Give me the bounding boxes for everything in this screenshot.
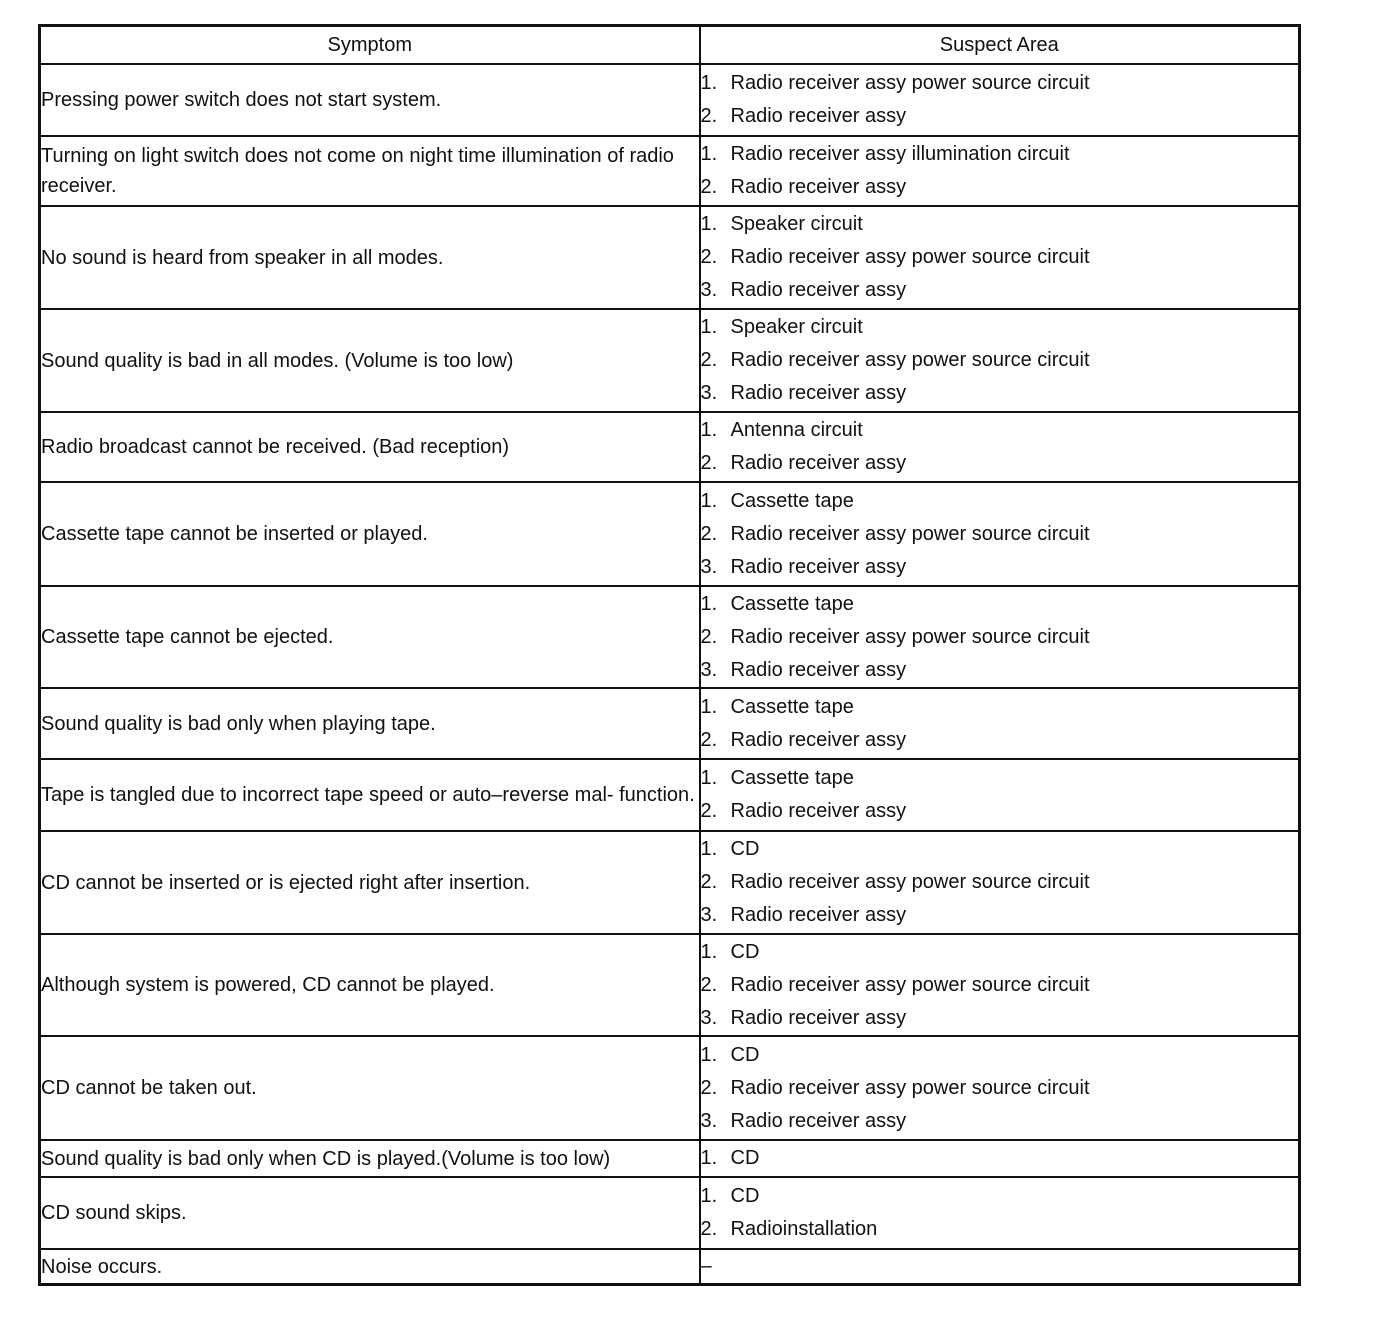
table-row — [40, 412, 1300, 482]
symptom-cell: Tape is tangled due to incorrect tape speed or auto–reverse mal- function. — [40, 759, 700, 831]
suspect-list — [701, 138, 1299, 204]
suspect-number: 2. — [700, 522, 718, 545]
suspect-item — [701, 936, 1299, 969]
suspect-text: Radio receiver assy — [730, 555, 907, 578]
symptom-cell: Sound quality is bad in all modes. (Volume is too low) — [40, 309, 700, 412]
table-row — [40, 1140, 1300, 1177]
suspect-list — [701, 936, 1299, 1035]
suspect-text: Radio receiver assy — [730, 279, 907, 301]
suspect-text: Radio receiver assy illumination circuit — [730, 143, 1070, 165]
suspect-number: 2. — [700, 105, 718, 127]
symptom-cell: Cassette tape cannot be ejected. — [40, 586, 700, 688]
suspect-list — [701, 414, 1299, 480]
suspect-number: 3. — [700, 279, 718, 301]
suspect-item — [701, 551, 1299, 584]
suspect-number: 1. — [700, 143, 718, 165]
symptom-cell: Noise occurs. — [40, 1249, 700, 1285]
suspect-number: 2. — [700, 728, 718, 751]
suspect-number: 1. — [700, 213, 718, 235]
symptom-cell: Cassette tape cannot be inserted or played. — [40, 482, 700, 586]
table-row — [40, 586, 1300, 688]
suspect-text: Speaker circuit — [730, 213, 863, 235]
suspect-item — [701, 621, 1299, 654]
suspect-item — [701, 518, 1299, 551]
table-row — [40, 482, 1300, 586]
suspect-area-cell — [700, 309, 1300, 412]
suspect-none: – — [700, 1255, 712, 1277]
suspect-text: Radio receiver assy power source circuit — [730, 625, 1090, 648]
suspect-area-cell — [700, 412, 1300, 482]
suspect-item — [701, 414, 1299, 447]
symptom-table — [38, 24, 1301, 1286]
suspect-list — [701, 485, 1299, 584]
suspect-number: 1. — [700, 1185, 718, 1207]
suspect-area-cell — [700, 586, 1300, 688]
suspect-area-cell — [700, 759, 1300, 831]
suspect-number: 2. — [700, 349, 718, 371]
suspect-text: Radio receiver assy — [730, 1006, 907, 1029]
suspect-area-cell — [700, 831, 1300, 934]
suspect-number: 1. — [700, 489, 718, 512]
table-row — [40, 1177, 1300, 1249]
suspect-item — [701, 1039, 1299, 1072]
suspect-number: 1. — [700, 592, 718, 615]
suspect-area-cell — [700, 482, 1300, 586]
suspect-text: Radio receiver assy — [730, 728, 907, 751]
suspect-number: 1. — [700, 767, 718, 789]
suspect-text: Speaker circuit — [730, 316, 863, 338]
suspect-list — [701, 691, 1299, 757]
suspect-area-cell — [700, 688, 1300, 759]
suspect-number: 2. — [700, 871, 718, 893]
suspect-text: Radio receiver assy — [730, 658, 907, 681]
suspect-area-cell — [700, 1036, 1300, 1140]
suspect-text: Cassette tape — [730, 767, 854, 789]
suspect-list — [701, 311, 1299, 410]
suspect-number: 1. — [700, 838, 718, 860]
suspect-item — [701, 274, 1299, 307]
suspect-area-cell — [700, 1249, 1300, 1285]
suspect-item — [701, 1072, 1299, 1105]
suspect-number: 2. — [700, 1218, 718, 1240]
suspect-text: Radio receiver assy — [730, 382, 907, 404]
symptom-cell: Pressing power switch does not start system. — [40, 64, 700, 136]
suspect-text: Radio receiver assy power source circuit — [730, 871, 1090, 893]
suspect-item — [701, 866, 1299, 899]
suspect-text: Radioinstallation — [730, 1218, 878, 1240]
table-row — [40, 309, 1300, 412]
suspect-item — [701, 969, 1299, 1002]
suspect-text: Radio receiver assy — [730, 904, 907, 926]
suspect-item — [701, 1105, 1299, 1138]
header-row — [40, 26, 1300, 65]
suspect-text: Radio receiver assy power source circuit — [730, 72, 1090, 94]
suspect-number: 3. — [700, 382, 718, 404]
suspect-list — [701, 1142, 1299, 1175]
table-row — [40, 1249, 1300, 1285]
suspect-number: 2. — [700, 973, 718, 996]
suspect-area-cell — [700, 206, 1300, 309]
suspect-item — [701, 795, 1299, 828]
suspect-number: 3. — [700, 904, 718, 926]
suspect-number: 3. — [700, 658, 718, 681]
table-row — [40, 64, 1300, 136]
suspect-item — [701, 311, 1299, 344]
symptom-cell: CD cannot be inserted or is ejected right after insertion. — [40, 831, 700, 934]
suspect-item — [701, 67, 1299, 100]
suspect-number: 1. — [700, 419, 718, 441]
suspect-text: CD — [730, 838, 760, 860]
suspect-text: CD — [730, 1147, 760, 1169]
symptom-cell: CD sound skips. — [40, 1177, 700, 1249]
suspect-item — [701, 588, 1299, 621]
suspect-text: Radio receiver assy power source circuit — [730, 246, 1090, 268]
suspect-number: 2. — [700, 452, 718, 474]
suspect-area-cell — [700, 64, 1300, 136]
table-row — [40, 136, 1300, 206]
suspect-number: 1. — [700, 1147, 718, 1169]
suspect-item — [701, 1002, 1299, 1035]
symptom-cell: No sound is heard from speaker in all modes. — [40, 206, 700, 309]
suspect-text: Radio receiver assy — [730, 800, 907, 822]
suspect-number: 2. — [700, 246, 718, 268]
suspect-area-cell — [700, 934, 1300, 1036]
suspect-item — [701, 1213, 1299, 1246]
suspect-list — [701, 762, 1299, 828]
suspect-item — [701, 691, 1299, 724]
suspect-item — [701, 138, 1299, 171]
suspect-number: 2. — [700, 176, 718, 198]
suspect-number: 2. — [700, 1076, 718, 1099]
suspect-item — [701, 447, 1299, 480]
suspect-number: 3. — [700, 555, 718, 578]
suspect-item — [701, 1180, 1299, 1213]
suspect-number: 1. — [700, 695, 718, 718]
suspect-number: 1. — [700, 316, 718, 338]
suspect-item — [701, 485, 1299, 518]
suspect-number: 2. — [700, 625, 718, 648]
suspect-list — [701, 1039, 1299, 1138]
suspect-number: 1. — [700, 1043, 718, 1066]
suspect-item — [701, 241, 1299, 274]
suspect-number: 3. — [700, 1109, 718, 1132]
suspect-item — [701, 899, 1299, 932]
troubleshooting-sheet — [38, 24, 1298, 1286]
suspect-list — [701, 1180, 1299, 1246]
suspect-text: CD — [730, 1043, 760, 1066]
symptom-header: Symptom — [40, 26, 700, 65]
suspect-number: 3. — [700, 1006, 718, 1029]
suspect-text: CD — [730, 1185, 760, 1207]
suspect-text: Cassette tape — [730, 695, 854, 718]
table-row — [40, 206, 1300, 309]
suspect-text: Radio receiver assy — [730, 176, 907, 198]
suspect-area-header: Suspect Area — [700, 26, 1300, 65]
table-row — [40, 1036, 1300, 1140]
suspect-text: Radio receiver assy power source circuit — [730, 973, 1090, 996]
suspect-text: Radio receiver assy — [730, 1109, 907, 1132]
table-row — [40, 831, 1300, 934]
suspect-text: Radio receiver assy power source circuit — [730, 1076, 1090, 1099]
symptom-cell: CD cannot be taken out. — [40, 1036, 700, 1140]
suspect-text: Cassette tape — [730, 489, 854, 512]
table-row — [40, 934, 1300, 1036]
suspect-number: 2. — [700, 800, 718, 822]
table-body — [40, 64, 1300, 1285]
suspect-item — [701, 762, 1299, 795]
suspect-item — [701, 654, 1299, 687]
suspect-list — [701, 67, 1299, 133]
suspect-number: 1. — [700, 72, 718, 94]
suspect-item — [701, 171, 1299, 204]
suspect-area-cell — [700, 1177, 1300, 1249]
suspect-item — [701, 100, 1299, 133]
symptom-cell: Although system is powered, CD cannot be played. — [40, 934, 700, 1036]
suspect-text: CD — [730, 940, 760, 963]
suspect-text: Antenna circuit — [730, 419, 863, 441]
suspect-text: Cassette tape — [730, 592, 854, 615]
suspect-number: 1. — [700, 940, 718, 963]
symptom-cell: Sound quality is bad only when CD is played.(Volume is too low) — [40, 1140, 700, 1177]
suspect-area-cell — [700, 136, 1300, 206]
suspect-text: Radio receiver assy power source circuit — [730, 349, 1090, 371]
suspect-list — [701, 208, 1299, 307]
suspect-item — [701, 344, 1299, 377]
suspect-list — [701, 588, 1299, 687]
suspect-text: Radio receiver assy power source circuit — [730, 522, 1090, 545]
suspect-area-cell — [700, 1140, 1300, 1177]
table-row — [40, 688, 1300, 759]
suspect-item — [701, 724, 1299, 757]
table-row — [40, 759, 1300, 831]
suspect-list — [701, 833, 1299, 932]
suspect-text: Radio receiver assy — [730, 452, 907, 474]
suspect-text: Radio receiver assy — [730, 105, 907, 127]
symptom-cell: Turning on light switch does not come on night time illumination of radio receiver. — [40, 136, 700, 206]
suspect-item — [701, 833, 1299, 866]
symptom-cell: Radio broadcast cannot be received. (Bad reception) — [40, 412, 700, 482]
suspect-item — [701, 1142, 1299, 1175]
symptom-cell: Sound quality is bad only when playing tape. — [40, 688, 700, 759]
suspect-item — [701, 377, 1299, 410]
suspect-item — [701, 208, 1299, 241]
